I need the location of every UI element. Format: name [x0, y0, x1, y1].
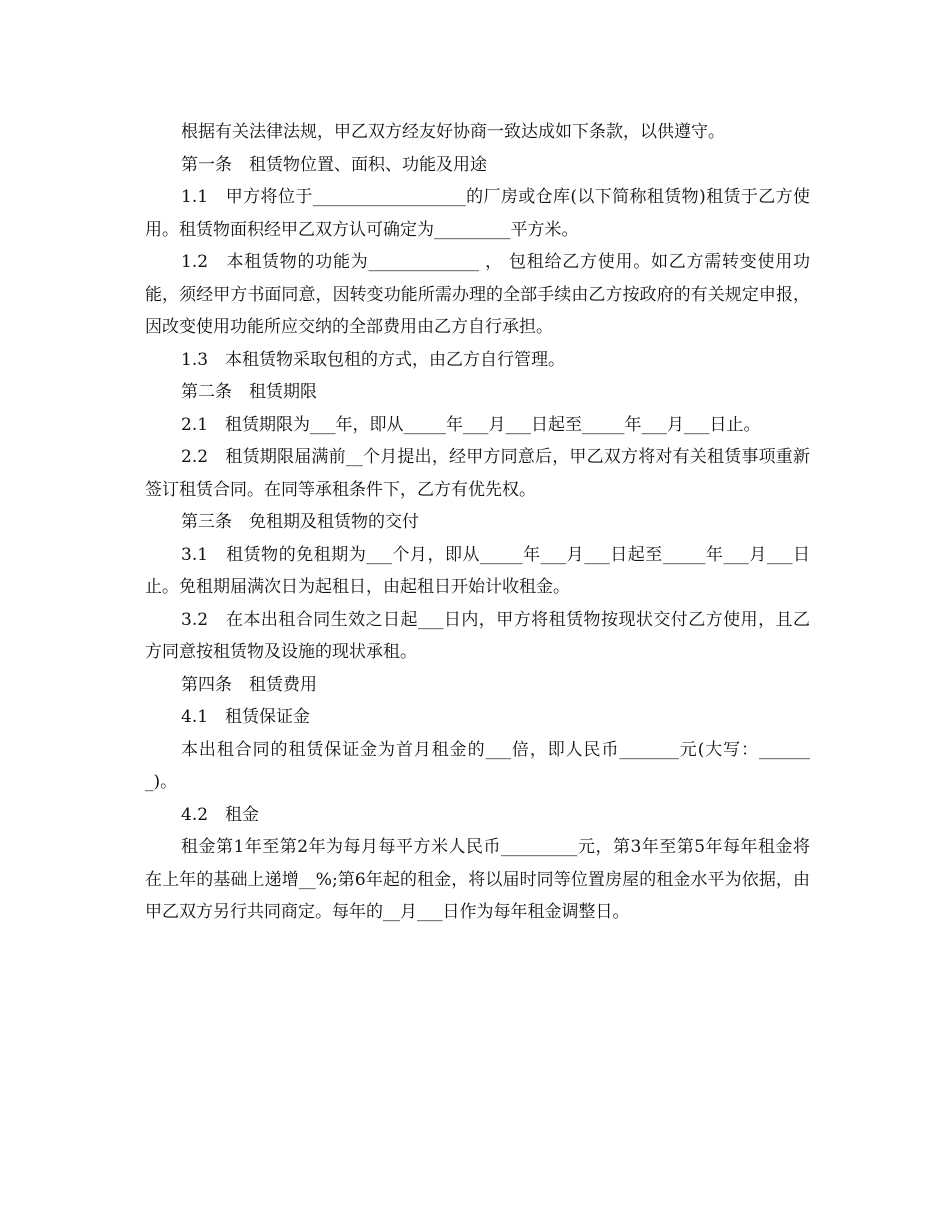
article-1-heading: 第一条 租赁物位置、面积、功能及用途: [181, 154, 487, 175]
article-2-heading: 第二条 租赁期限: [181, 382, 317, 402]
clause-4-1-heading: 4.1 租赁保证金: [181, 707, 311, 727]
article-4-heading: 第四条 租赁费用: [181, 674, 317, 695]
clause-3-2: 3.2 在本出租合同生效之日起___日内，甲方将租赁物按现状交付乙方使用，且乙方同意按租赁物及设施的现状承租。: [145, 609, 810, 662]
clause-2-1: 2.1 租赁期限为___年，即从_____年___月___日起至_____年___月___日止。: [181, 414, 761, 435]
clause-4-1-text: 本出租合同的租赁保证金为首月租金的___倍，即人民币_______元(大写：_______)。: [145, 739, 810, 792]
clause-1-1: 1.1 甲方将位于__________________的厂房或仓库(以下简称租赁物)租赁于乙方使用。租赁物面积经甲乙双方认可确定为_________平方米。: [145, 187, 810, 240]
article-3-heading: 第三条 免租期及租赁物的交付: [181, 512, 419, 532]
clause-1-3: 1.3 本租赁物采取包租的方式，由乙方自行管理。: [181, 349, 566, 370]
intro-paragraph: 根据有关法律法规，甲乙双方经友好协商一致达成如下条款，以供遵守。: [181, 122, 725, 142]
document-page: [145, 116, 810, 929]
clause-4-2-heading: 4.2 租金: [181, 804, 260, 825]
clause-4-2-text: 租金第1年至第2年为每月每平方米人民币_________元，第3年至第5年每年租金将在上年的基础上递增__%;第6年起的租金，将以届时同等位置房屋的租金水平为依据，由甲乙双方另行共同商定。每年的__月___日作为每年租金调整日。: [145, 837, 810, 922]
clause-2-2: 2.2 租赁期限届满前__个月提出，经甲方同意后，甲乙双方将对有关租赁事项重新签订租赁合同。在同等承租条件下，乙方有优先权。: [145, 447, 810, 500]
clause-1-2: 1.2 本租赁物的功能为_____________ ， 包租给乙方使用。如乙方需转变使用功能，须经甲方书面同意，因转变功能所需办理的全部手续由乙方按政府的有关规定申报，因改变使用功能所应交纳的全部费用由乙方自行承担。: [145, 252, 810, 337]
clause-3-1: 3.1 租赁物的免租期为___个月，即从_____年___月___日起至_____年___月___日止。免租期届满次日为起租日，由起租日开始计收租金。: [145, 544, 810, 597]
